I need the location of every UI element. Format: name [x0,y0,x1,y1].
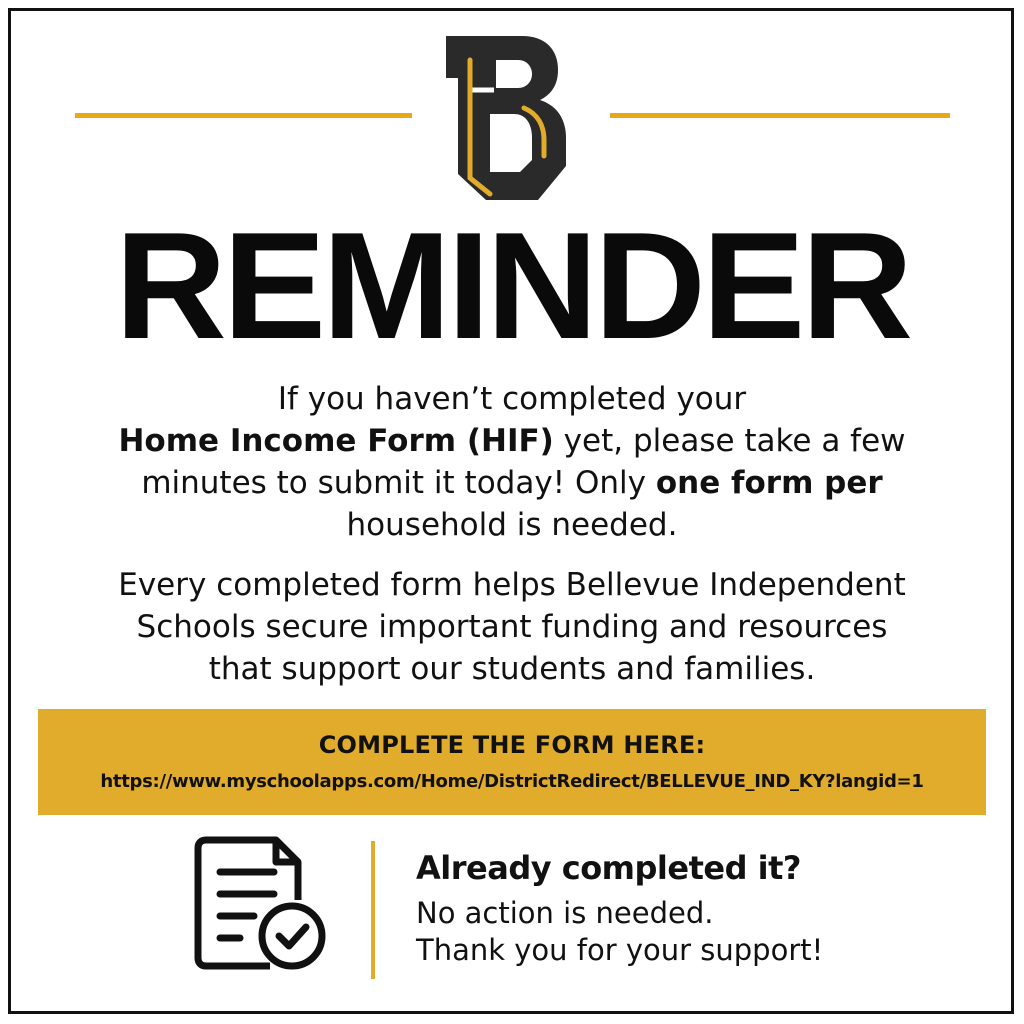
footer-divider [371,841,375,979]
funding-paragraph [60,564,964,690]
intro-paragraph [60,378,964,546]
document-check-icon [192,836,332,976]
intro-line-3: minutes to submit it today! Only one form per [141,465,883,501]
completed-line-1: No action is needed. [416,896,714,930]
funding-line-2: Schools secure important funding and resources [136,609,888,645]
one-form-emphasis: one form per [655,465,883,501]
form-link[interactable]: https://www.myschoolapps.com/Home/DistrictRedirect/BELLEVUE_IND_KY?langid=1 [100,771,924,792]
bellevue-b-logo [440,34,568,204]
completed-heading: Already completed it? [416,849,801,887]
cta-banner [38,709,986,815]
funding-line-3: that support our students and families. [208,651,816,687]
cta-title: COMPLETE THE FORM HERE: [318,731,706,759]
headline: REMINDER [114,201,910,371]
funding-line-1: Every completed form helps Bellevue Independent [118,567,906,603]
form-name: Home Income Form (HIF) [118,423,554,459]
intro-line-4: household is needed. [346,507,678,543]
decorative-rule-left [75,113,412,118]
completed-line-2: Thank you for your support! [416,933,824,967]
intro-line-2: Home Income Form (HIF) yet, please take a few [118,423,906,459]
decorative-rule-right [610,113,950,118]
intro-line-1: If you haven’t completed your [277,381,747,417]
